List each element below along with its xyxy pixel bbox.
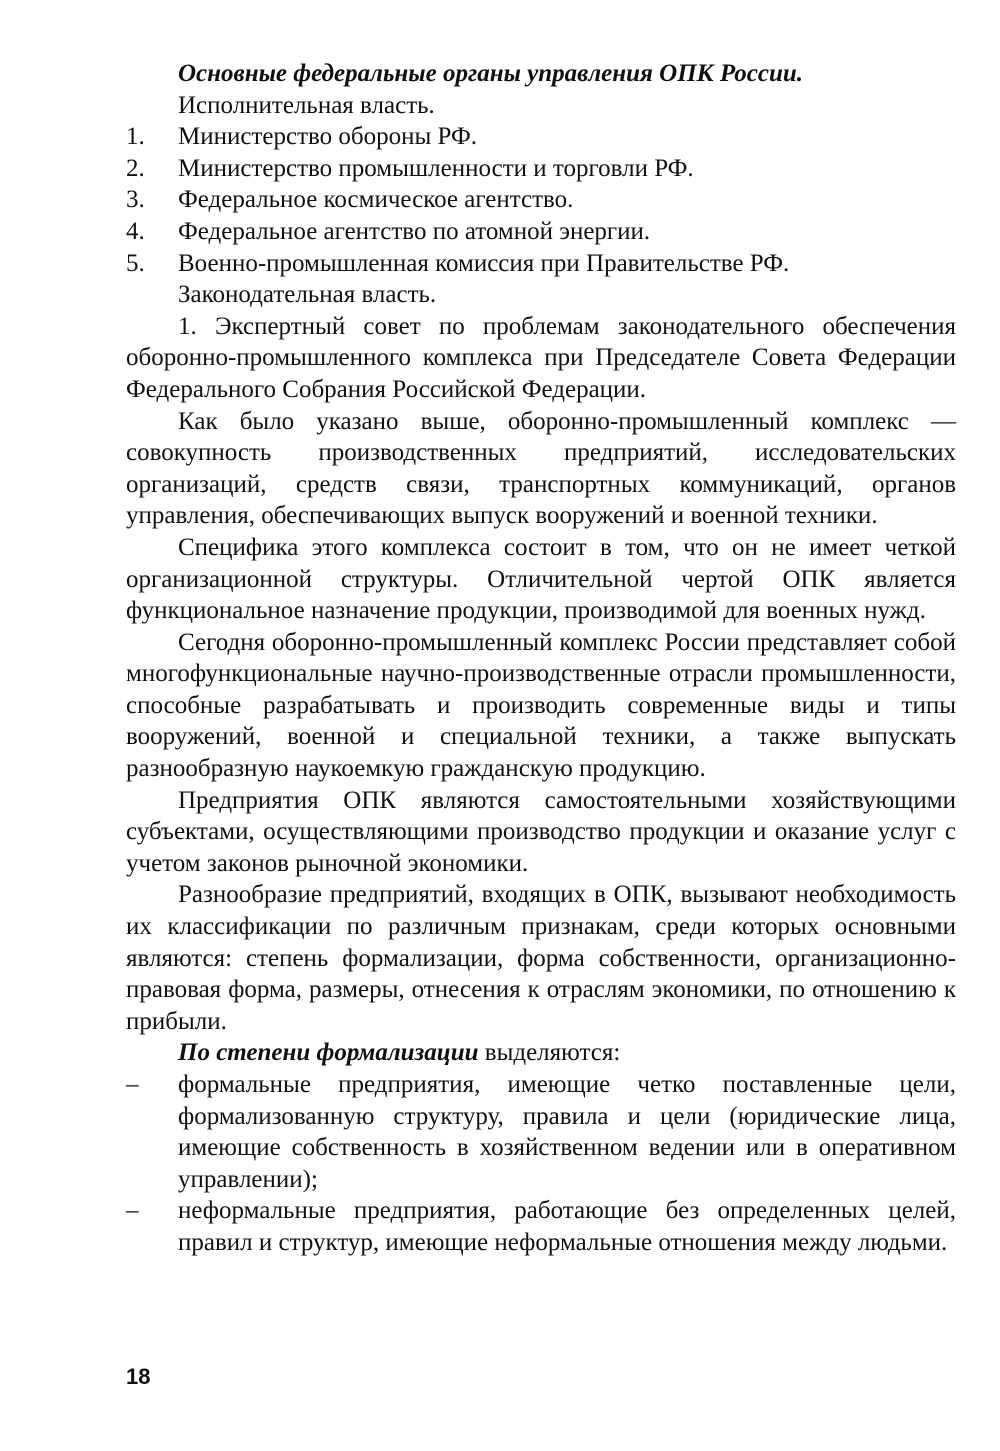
list-text: Военно-промышленная комиссия при Правительстве РФ. xyxy=(178,249,790,277)
list-item xyxy=(126,1069,956,1195)
list-item xyxy=(126,216,956,248)
dash-item-text: неформальные предприятия, работающие без определенных целей, правил и структур, имеющие неформальные отношения между людьми. xyxy=(178,1197,956,1256)
page-body xyxy=(126,58,956,1259)
legislative-item: 1. Экспертный совет по проблемам законодательного обеспечения оборонно-промышленного комплекса при Председателе Совета Федерации Федерального Собрания Российской Федерации. xyxy=(126,312,956,403)
formalization-lead-italic: По степени формализации xyxy=(178,1039,479,1067)
paragraph: Специфика этого комплекса состоит в том, что он не имеет четкой организационной структуры. Отличительной чертой ОПК является функциональное назначение продукции, производимой для военных нужд. xyxy=(126,533,956,625)
formalization-lead-rest: выделяются: xyxy=(478,1039,621,1067)
list-item xyxy=(126,1195,956,1258)
page-number: 18 xyxy=(126,1364,151,1389)
list-number: 2. xyxy=(126,154,145,182)
list-text: Федеральное агентство по атомной энергии. xyxy=(178,217,651,245)
list-number: 5. xyxy=(126,249,145,277)
paragraph: Предприятия ОПК являются самостоятельными хозяйствующими субъектами, осуществляющими производство продукции и оказание услуг с учетом законов рыночной экономики. xyxy=(126,786,956,877)
list-item xyxy=(126,248,956,280)
paragraph: Сегодня оборонно-промышленный комплекс России представляет собой многофункциональные научно-производственные отрасли промышленности, способные разрабатывать и производить современные виды и типы вооружений, военной и специальной техники, а также выпускать разнообразную наукоемкую гражданскую продукцию. xyxy=(126,628,956,783)
dash-item-text: формальные предприятия, имеющие четко поставленные цели, формализованную структуру, правила и цели (юридические лица, имеющие собственность в хозяйственном ведении или в оперативном управлении); xyxy=(178,1071,956,1193)
list-number: 4. xyxy=(126,217,145,245)
list-item xyxy=(126,121,956,153)
list-text: Министерство обороны РФ. xyxy=(178,123,478,151)
dash-marker: – xyxy=(126,1071,139,1098)
paragraph: Как было указано выше, оборонно-промышленный комплекс — совокупность производственных предприятий, исследовательских организаций, средств связи, транспортных коммуникаций, органов управления, обеспечивающих выпуск вооружений и военной техники. xyxy=(126,407,956,530)
dash-marker: – xyxy=(126,1197,139,1225)
paragraph: Разнообразие предприятий, входящих в ОПК, вызывают необходимость их классификации по различным признакам, среди которых основными являются: степень формализации, форма собственности, организационно-правовая форма, размеры, отнесения к отраслям экономики, по отношению к прибыли. xyxy=(126,881,956,1035)
list-text: Министерство промышленности и торговли РФ. xyxy=(178,154,694,182)
executive-title: Исполнительная власть. xyxy=(178,91,435,119)
list-number: 3. xyxy=(126,186,145,214)
formalization-lead xyxy=(126,1037,956,1069)
legislative-title: Законодательная власть. xyxy=(178,281,437,309)
list-item xyxy=(126,153,956,185)
list-item xyxy=(126,184,956,216)
section-heading: Основные федеральные органы управления ОПК России. xyxy=(178,60,803,87)
list-text: Федеральное космическое агентство. xyxy=(178,186,574,214)
list-number: 1. xyxy=(126,123,145,151)
